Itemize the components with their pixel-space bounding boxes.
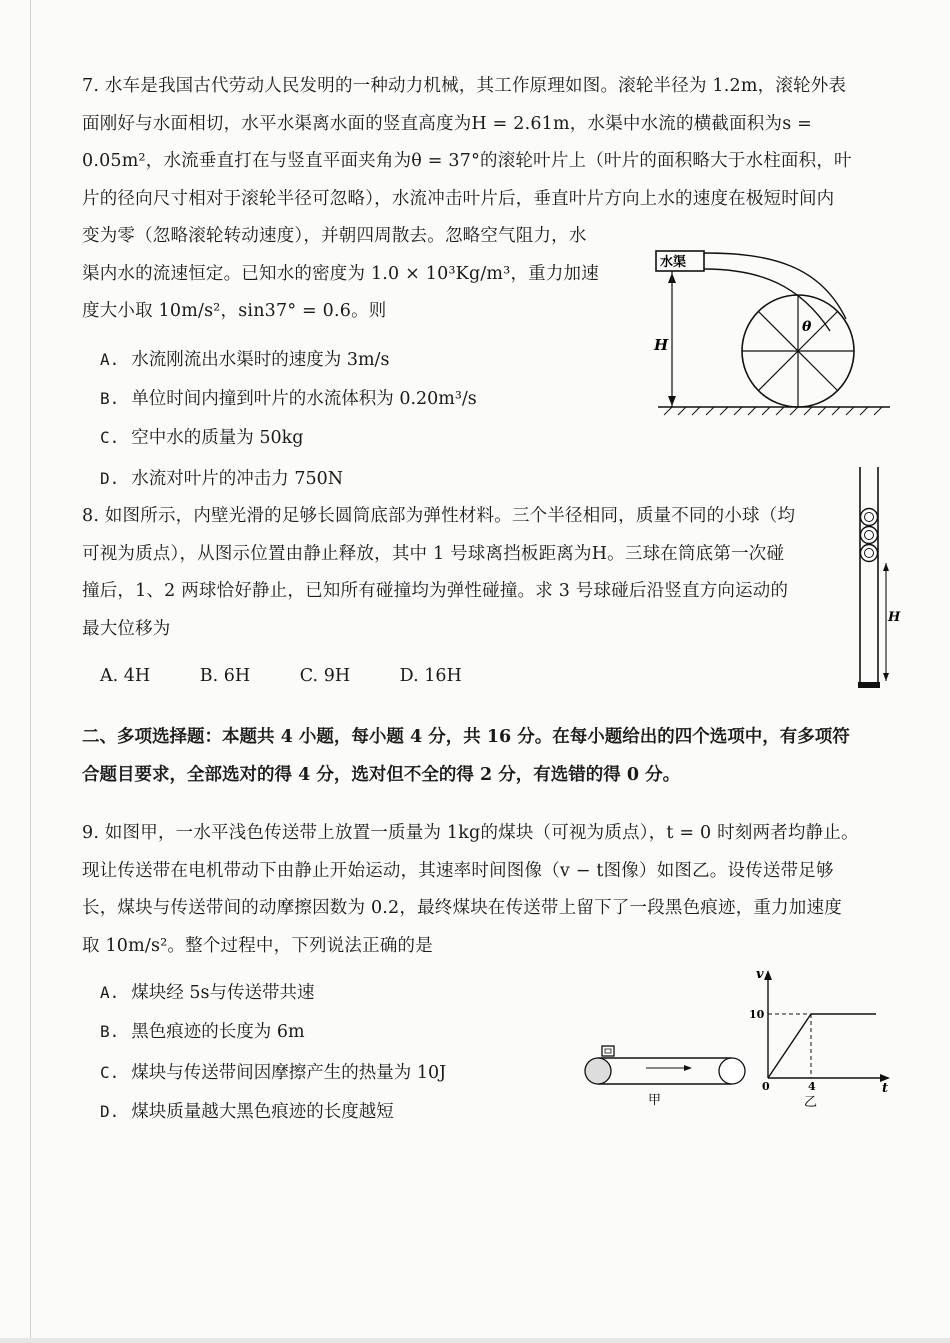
q8-line: 可视为质点），从图示位置由静止释放，其中 1 号球离挡板距离为H。三球在筒底第一次碰: [82, 543, 785, 564]
ball-1: [861, 545, 878, 562]
water-stream: [704, 253, 846, 319]
height-arrow-bottom: [883, 673, 889, 681]
balls: [861, 509, 878, 562]
motion-arrowhead: [684, 1065, 692, 1071]
q9-option-d[interactable]: D. 煤块质量越大黑色痕迹的长度越短: [100, 1102, 394, 1122]
v-tick-label: 10: [749, 1008, 765, 1021]
ball-3: [861, 509, 878, 526]
t-axis-label: t: [882, 1081, 889, 1096]
figure-yi-caption: 乙: [804, 1095, 818, 1110]
q9-line: 取 10m/s²。整个过程中，下列说法正确的是: [82, 935, 433, 956]
q9-option-a[interactable]: A. 煤块经 5s与传送带共速: [100, 983, 315, 1003]
q8-options: [100, 666, 506, 686]
q7-line: 渠内水的流速恒定。已知水的密度为 1.0 × 10³Kg/m³，重力加速: [82, 263, 599, 284]
t-tick-label: 4: [808, 1080, 816, 1093]
q8-line: 8. 如图所示，内壁光滑的足够长圆筒底部为弹性材料。三个半径相同，质量不同的小球（均: [82, 506, 796, 526]
page-bottom-edge: [0, 1338, 950, 1343]
height-label: H: [888, 610, 901, 625]
page-margin-line: [30, 0, 31, 1343]
figure-jia-caption: 甲: [648, 1093, 662, 1108]
q7-option-d[interactable]: D. 水流对叶片的冲击力 750N: [100, 469, 344, 489]
q7-option-b[interactable]: B. 单位时间内撞到叶片的水流体积为 0.20m³/s: [100, 389, 477, 409]
coal-block: [602, 1046, 614, 1056]
q7-line: 0.05m²，水流垂直打在与竖直平面夹角为θ = 37°的滚轮叶片上（叶片的面积略大于水柱面积，叶: [82, 151, 852, 171]
q9-line: 9. 如图甲，一水平浅色传送带上放置一质量为 1kg的煤块（可视为质点），t = 0 时刻两者均静止。: [82, 823, 859, 843]
right-roller: [719, 1058, 745, 1084]
q8-option-a[interactable]: A. 4H: [100, 666, 151, 686]
q7-option-a[interactable]: A. 水流刚流出水渠时的速度为 3m/s: [100, 350, 390, 370]
q9-line: 长，煤块与传送带间的动摩擦因数为 0.2，最终煤块在传送带上留下了一段黑色痕迹，重力加速度: [82, 898, 842, 918]
vt-graph-figure: [748, 962, 898, 1112]
q7-line: 7. 水车是我国古代劳动人民发明的一种动力机械，其工作原理如图。滚轮半径为 1.2m，滚轮外表: [82, 76, 847, 96]
q9-line: 现让传送带在电机带动下由静止开始运动，其速率时间图像（v − t图像）如图乙。设传送带足够: [82, 860, 834, 881]
q7-line: 变为零（忽略滚轮转动速度），并朝四周散去。忽略空气阻力，水: [82, 226, 587, 246]
height-arrow-top: [668, 273, 676, 283]
q7-line: 度大小取 10m/s²，sin37° = 0.6。则: [82, 301, 387, 321]
conveyor-belt-figure: [584, 1040, 749, 1110]
height-arrow-bottom: [668, 396, 676, 406]
section-2-heading: [82, 718, 850, 794]
v-axis-label: v: [756, 967, 764, 982]
ball-2: [861, 527, 878, 544]
q7-line: 片的径向尺寸相对于滚轮半径可忽略），水流冲击叶片后，垂直叶片方向上水的速度在极短时间内: [82, 188, 835, 209]
q7-option-c[interactable]: C. 空中水的质量为 50kg: [100, 428, 304, 448]
q7-line: 面刚好与水面相切，水平水渠离水面的竖直高度为H = 2.61m，水渠中水流的横截面积为s =: [82, 113, 813, 134]
height-arrow-top: [883, 563, 889, 571]
ramp-line: [768, 1014, 811, 1078]
cylinder-tube-figure: [850, 465, 910, 693]
section-2-line: 二、多项选择题：本题共 4 小题，每小题 4 分，共 16 分。在每小题给出的四个选项中，有多项符: [82, 727, 850, 747]
v-axis-arrow: [764, 970, 772, 980]
q9-option-b[interactable]: B. 黑色痕迹的长度为 6m: [100, 1022, 305, 1042]
q8-line: 撞后，1、2 两球恰好静止，已知所有碰撞均为弹性碰撞。求 3 号球碰后沿竖直方向运动的: [82, 581, 789, 601]
q8-line: 最大位移为: [82, 618, 171, 639]
q9-option-c[interactable]: C. 煤块与传送带间因摩擦产生的热量为 10J: [100, 1063, 447, 1083]
section-2-line: 合题目要求，全部选对的得 4 分，选对但不全的得 2 分，有选错的得 0 分。: [82, 765, 681, 785]
origin-label: 0: [762, 1080, 770, 1093]
q8-option-d[interactable]: D. 16H: [399, 666, 462, 686]
left-roller: [585, 1058, 611, 1084]
question-9-text: [82, 815, 859, 965]
q8-option-b[interactable]: B. 6H: [199, 666, 251, 686]
water-channel-label: 水渠: [660, 255, 687, 270]
q8-option-c[interactable]: C. 9H: [299, 666, 351, 686]
question-8-text: [82, 498, 795, 648]
tube-base: [858, 682, 880, 688]
ground-hatching: [664, 407, 882, 415]
angle-label: θ: [802, 319, 812, 335]
height-label: H: [654, 336, 669, 354]
water-wheel-figure: [640, 245, 900, 425]
